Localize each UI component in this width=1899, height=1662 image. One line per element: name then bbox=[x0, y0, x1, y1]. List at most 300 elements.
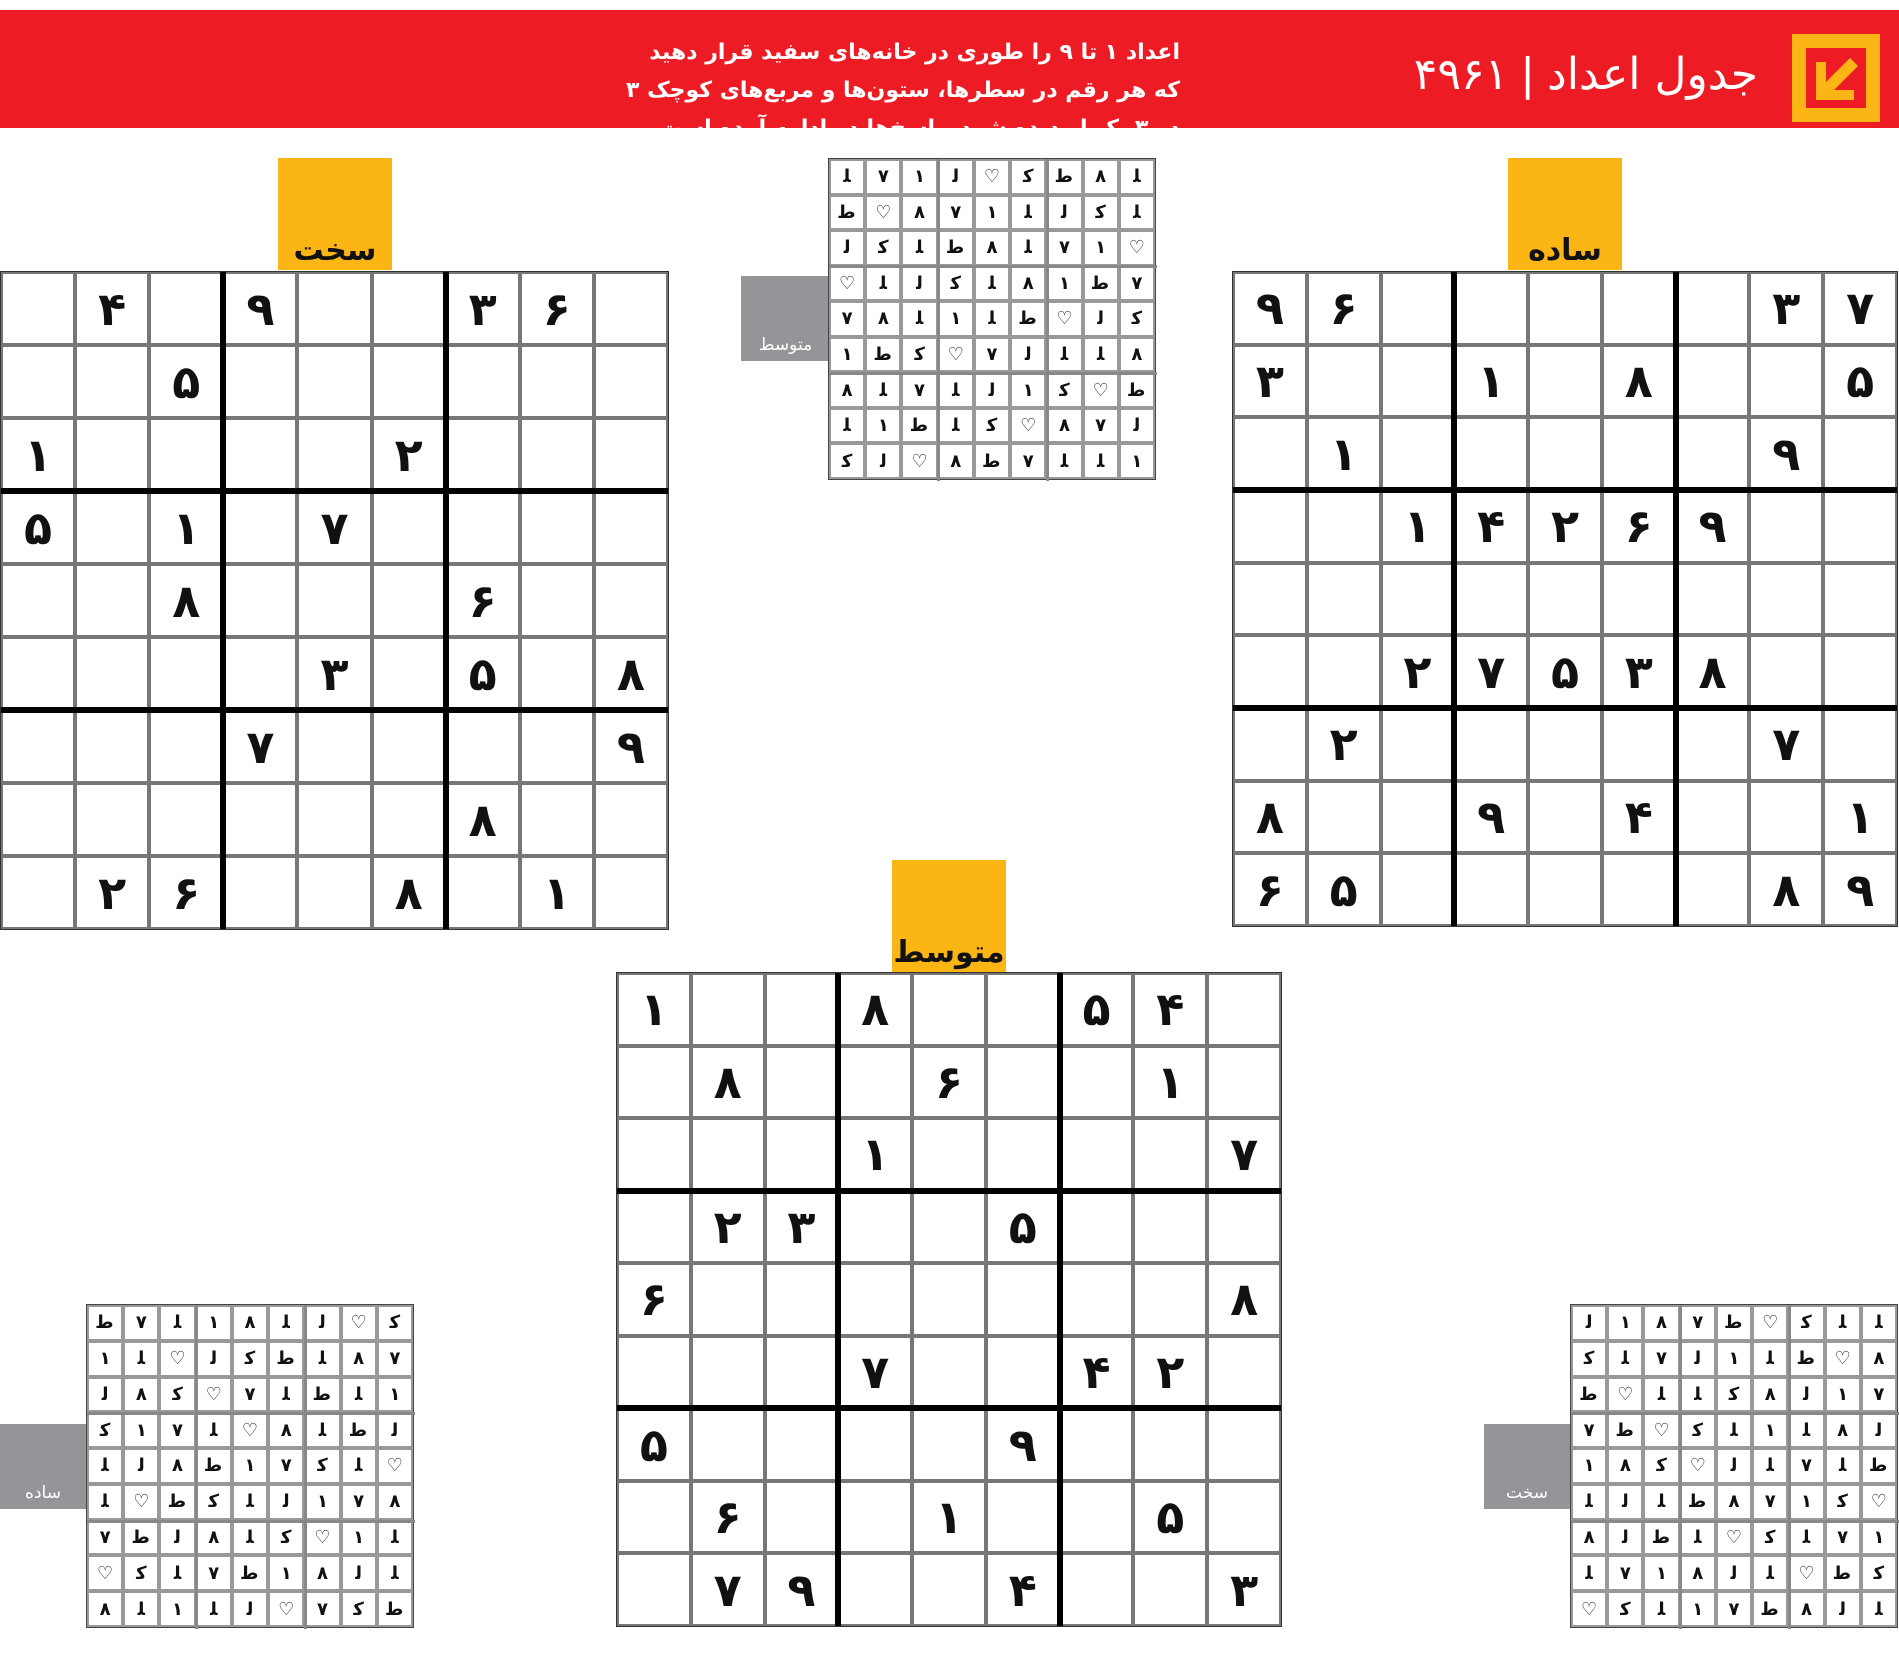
sudoku-cell-r9-c1: ۶ bbox=[1233, 853, 1307, 926]
sudoku-cell-r7-c9: ۹ bbox=[594, 710, 668, 783]
sudoku-cell-r2-c4: ۱ bbox=[1454, 345, 1528, 418]
solution-cell-r3-c6: ﻠ bbox=[1010, 230, 1046, 266]
sudoku-cell-r8-c7[interactable] bbox=[1060, 1481, 1134, 1554]
sudoku-cell-r1-c9[interactable] bbox=[594, 272, 668, 345]
sudoku-cell-r4-c8[interactable] bbox=[1133, 1191, 1207, 1264]
sudoku-cell-r5-c4[interactable] bbox=[1454, 563, 1528, 636]
sudoku-cell-r1-c7[interactable] bbox=[1676, 272, 1750, 345]
solution-cell-r4-c6: ۱ bbox=[1752, 1412, 1788, 1448]
solution-cell-r5-c5: ۱ bbox=[232, 1448, 268, 1484]
sudoku-cell-r9-c1[interactable] bbox=[617, 1553, 691, 1626]
sudoku-cell-r4-c2[interactable] bbox=[75, 491, 149, 564]
solution-cell-r7-c5: ﻠ bbox=[232, 1520, 268, 1556]
sudoku-cell-r3-c4: ۱ bbox=[838, 1118, 912, 1191]
sudoku-cell-r9-c3: ۹ bbox=[765, 1553, 839, 1626]
sudoku-cell-r7-c5[interactable] bbox=[1528, 708, 1602, 781]
sudoku-cell-r7-c8[interactable] bbox=[520, 710, 594, 783]
solution-cell-r5-c6: ۷ bbox=[268, 1448, 304, 1484]
sudoku-cell-r5-c5[interactable] bbox=[1528, 563, 1602, 636]
sudoku-cell-r9-c3[interactable] bbox=[1381, 853, 1455, 926]
sudoku-cell-r7-c4[interactable] bbox=[1454, 708, 1528, 781]
solution-cell-r5-c6: ﻃ bbox=[1010, 301, 1046, 337]
sudoku-cell-r9-c7[interactable] bbox=[1060, 1553, 1134, 1626]
sudoku-cell-r6-c8[interactable] bbox=[520, 637, 594, 710]
solution-cell-r1-c3: ۸ bbox=[1643, 1305, 1679, 1341]
sudoku-cell-r8-c3[interactable] bbox=[765, 1481, 839, 1554]
sudoku-cell-r8-c4: ۹ bbox=[1454, 781, 1528, 854]
sudoku-cell-r2-c1[interactable] bbox=[1, 345, 75, 418]
solution-box-divider-vertical bbox=[1046, 159, 1049, 481]
sudoku-cell-r5-c4[interactable] bbox=[838, 1263, 912, 1336]
sudoku-cell-r6-c9[interactable] bbox=[1823, 635, 1897, 708]
sudoku-cell-r5-c6[interactable] bbox=[986, 1263, 1060, 1336]
sudoku-cell-r9-c2: ۲ bbox=[75, 856, 149, 929]
solution-box-divider-vertical bbox=[304, 1305, 307, 1629]
sudoku-cell-r4-c8[interactable] bbox=[520, 491, 594, 564]
sudoku-cell-r7-c2[interactable] bbox=[75, 710, 149, 783]
sudoku-cell-r3-c8[interactable] bbox=[1133, 1118, 1207, 1191]
solution-cell-r4-c6: ۸ bbox=[268, 1412, 304, 1448]
sudoku-cell-r7-c7[interactable] bbox=[1060, 1408, 1134, 1481]
sudoku-cell-r2-c2[interactable] bbox=[1307, 345, 1381, 418]
sudoku-cell-r8-c4[interactable] bbox=[223, 783, 297, 856]
solution-cell-r8-c3: ۱ bbox=[1643, 1555, 1679, 1591]
sudoku-cell-r2-c3[interactable] bbox=[765, 1046, 839, 1119]
sudoku-cell-r2-c4[interactable] bbox=[838, 1046, 912, 1119]
sudoku-cell-r5-c6[interactable] bbox=[372, 564, 446, 637]
solution-cell-r9-c7: ۸ bbox=[1788, 1591, 1824, 1627]
solution-cell-r7-c8: ۷ bbox=[1825, 1520, 1861, 1556]
sudoku-cell-r3-c4[interactable] bbox=[1454, 417, 1528, 490]
sudoku-cell-r7-c6[interactable] bbox=[372, 710, 446, 783]
medium-label: متوسط bbox=[893, 935, 1005, 970]
solution-cell-r5-c2: ﻟ bbox=[123, 1448, 159, 1484]
solution-cell-r3-c7: ﻃ bbox=[304, 1377, 340, 1413]
sudoku-cell-r4-c6[interactable] bbox=[372, 491, 446, 564]
sudoku-cell-r4-c4[interactable] bbox=[838, 1191, 912, 1264]
solution-cell-r7-c1: ۸ bbox=[1571, 1520, 1607, 1556]
solution-cell-r6-c6: ﻟ bbox=[1010, 337, 1046, 373]
sudoku-hard-board bbox=[0, 271, 669, 930]
sudoku-cell-r2-c2[interactable] bbox=[75, 345, 149, 418]
sudoku-cell-r7-c8: ۷ bbox=[1749, 708, 1823, 781]
sudoku-cell-r7-c3[interactable] bbox=[765, 1408, 839, 1481]
solution-cell-r8-c8: ۷ bbox=[1083, 408, 1119, 444]
solution-cell-r8-c2: ۷ bbox=[1607, 1555, 1643, 1591]
sudoku-cell-r2-c6[interactable] bbox=[372, 345, 446, 418]
solution-box-divider-horizontal bbox=[87, 1520, 415, 1523]
sudoku-cell-r5-c7[interactable] bbox=[1676, 563, 1750, 636]
solution-cell-r9-c9: ۱ bbox=[1119, 443, 1155, 479]
sudoku-cell-r5-c7: ۶ bbox=[446, 564, 520, 637]
solution-cell-r2-c1: ﻛ bbox=[1571, 1341, 1607, 1377]
sudoku-cell-r4-c1[interactable] bbox=[1233, 490, 1307, 563]
sudoku-cell-r3-c9[interactable] bbox=[1823, 417, 1897, 490]
box-divider-horizontal bbox=[1233, 705, 1897, 711]
sudoku-cell-r9-c6: ۸ bbox=[372, 856, 446, 929]
solution-cell-r5-c9: ﻃ bbox=[1861, 1448, 1897, 1484]
solution-cell-r5-c2: ۸ bbox=[865, 301, 901, 337]
sudoku-cell-r3-c3[interactable] bbox=[1381, 417, 1455, 490]
box-divider-horizontal bbox=[617, 1188, 1281, 1194]
sudoku-cell-r4-c6: ۵ bbox=[986, 1191, 1060, 1264]
sudoku-cell-r7-c5[interactable] bbox=[297, 710, 371, 783]
sudoku-cell-r3-c2[interactable] bbox=[691, 1118, 765, 1191]
sudoku-cell-r8-c9[interactable] bbox=[594, 783, 668, 856]
solution-tab-hard bbox=[1484, 1424, 1570, 1509]
solution-cell-r6-c1: ﻠ bbox=[87, 1484, 123, 1520]
sudoku-cell-r9-c9[interactable] bbox=[594, 856, 668, 929]
sudoku-cell-r1-c5[interactable] bbox=[297, 272, 371, 345]
sudoku-cell-r6-c8: ۲ bbox=[1133, 1336, 1207, 1409]
sudoku-cell-r9-c6[interactable] bbox=[1602, 853, 1676, 926]
sudoku-cell-r6-c4[interactable] bbox=[223, 637, 297, 710]
solution-cell-r2-c2: ﻠ bbox=[1607, 1341, 1643, 1377]
sudoku-cell-r6-c2[interactable] bbox=[691, 1336, 765, 1409]
box-divider-vertical bbox=[1057, 973, 1063, 1626]
sudoku-cell-r9-c7[interactable] bbox=[1676, 853, 1750, 926]
sudoku-cell-r8-c4[interactable] bbox=[838, 1481, 912, 1554]
solution-cell-r9-c4: ۸ bbox=[938, 443, 974, 479]
sudoku-cell-r7-c4[interactable] bbox=[838, 1408, 912, 1481]
solution-cell-r6-c2: ﻟ bbox=[1607, 1484, 1643, 1520]
solution-cell-r2-c9: ۷ bbox=[377, 1341, 413, 1377]
sudoku-cell-r2-c8[interactable] bbox=[520, 345, 594, 418]
solution-cell-r6-c4: ﻛ bbox=[196, 1484, 232, 1520]
sudoku-cell-r7-c4: ۷ bbox=[223, 710, 297, 783]
sudoku-cell-r4-c8[interactable] bbox=[1749, 490, 1823, 563]
sudoku-cell-r2-c5[interactable] bbox=[297, 345, 371, 418]
solution-cell-r3-c5: ﻛ bbox=[1716, 1377, 1752, 1413]
sudoku-cell-r7-c6[interactable] bbox=[1602, 708, 1676, 781]
solution-cell-r3-c8: ﻠ bbox=[341, 1377, 377, 1413]
sudoku-cell-r7-c9[interactable] bbox=[1207, 1408, 1281, 1481]
solution-cell-r3-c3: ﻠ bbox=[901, 230, 937, 266]
solution-box-divider-horizontal bbox=[1571, 1520, 1899, 1523]
sudoku-cell-r9-c5[interactable] bbox=[297, 856, 371, 929]
sudoku-cell-r9-c4[interactable] bbox=[223, 856, 297, 929]
sudoku-cell-r6-c9[interactable] bbox=[1207, 1336, 1281, 1409]
sudoku-cell-r5-c2[interactable] bbox=[691, 1263, 765, 1336]
solution-cell-r2-c4: ﻟ bbox=[196, 1341, 232, 1377]
sudoku-cell-r9-c5[interactable] bbox=[1528, 853, 1602, 926]
box-divider-horizontal bbox=[617, 1405, 1281, 1411]
sudoku-cell-r8-c7[interactable] bbox=[1676, 781, 1750, 854]
easy-badge bbox=[1508, 158, 1622, 270]
sudoku-cell-r8-c5[interactable] bbox=[297, 783, 371, 856]
sudoku-cell-r4-c3: ۱ bbox=[149, 491, 223, 564]
sudoku-cell-r6-c7: ۸ bbox=[1676, 635, 1750, 708]
sudoku-cell-r4-c9[interactable] bbox=[1823, 490, 1897, 563]
sudoku-cell-r4-c7[interactable] bbox=[446, 491, 520, 564]
solution-cell-r1-c3: ۱ bbox=[901, 159, 937, 195]
sudoku-cell-r5-c8[interactable] bbox=[1749, 563, 1823, 636]
sudoku-cell-r3-c3[interactable] bbox=[765, 1118, 839, 1191]
sudoku-cell-r8-c2[interactable] bbox=[75, 783, 149, 856]
sudoku-cell-r3-c8[interactable] bbox=[520, 418, 594, 491]
sudoku-cell-r4-c2[interactable] bbox=[1307, 490, 1381, 563]
sudoku-cell-r5-c8[interactable] bbox=[1133, 1263, 1207, 1336]
sudoku-cell-r4-c9[interactable] bbox=[594, 491, 668, 564]
solution-cell-r7-c5: ﻟ bbox=[974, 372, 1010, 408]
solution-cell-r1-c3: ﻠ bbox=[159, 1305, 195, 1341]
solution-cell-r7-c3: ﻟ bbox=[159, 1520, 195, 1556]
sudoku-cell-r1-c4[interactable] bbox=[1454, 272, 1528, 345]
sudoku-cell-r6-c1[interactable] bbox=[1, 637, 75, 710]
sudoku-cell-r6-c3[interactable] bbox=[765, 1336, 839, 1409]
sudoku-cell-r7-c1[interactable] bbox=[1233, 708, 1307, 781]
sudoku-cell-r2-c4[interactable] bbox=[223, 345, 297, 418]
solution-cell-r1-c6: ﻠ bbox=[268, 1305, 304, 1341]
sudoku-cell-r9-c8[interactable] bbox=[1133, 1553, 1207, 1626]
sudoku-cell-r1-c3[interactable] bbox=[765, 973, 839, 1046]
sudoku-cell-r6-c5[interactable] bbox=[912, 1336, 986, 1409]
sudoku-cell-r6-c7: ۴ bbox=[1060, 1336, 1134, 1409]
solution-cell-r6-c3: ﻛ bbox=[901, 337, 937, 373]
easy-label: ساده bbox=[1528, 233, 1602, 268]
sudoku-cell-r3-c4[interactable] bbox=[223, 418, 297, 491]
solution-cell-r7-c6: ۱ bbox=[1010, 372, 1046, 408]
sudoku-cell-r5-c6[interactable] bbox=[1602, 563, 1676, 636]
sudoku-cell-r3-c7[interactable] bbox=[1060, 1118, 1134, 1191]
solution-cell-r2-c3: ۷ bbox=[1643, 1341, 1679, 1377]
solution-cell-r3-c3: ﻠ bbox=[1643, 1377, 1679, 1413]
sudoku-cell-r8-c6[interactable] bbox=[372, 783, 446, 856]
solution-cell-r4-c4: ﻛ bbox=[1680, 1412, 1716, 1448]
sudoku-cell-r3-c9[interactable] bbox=[594, 418, 668, 491]
sudoku-cell-r9-c5[interactable] bbox=[912, 1553, 986, 1626]
solution-cell-r7-c3: ۷ bbox=[901, 372, 937, 408]
solution-cell-r1-c7: ﻃ bbox=[1046, 159, 1082, 195]
solution-cell-r7-c4: ﻠ bbox=[938, 372, 974, 408]
sudoku-cell-r3-c7[interactable] bbox=[446, 418, 520, 491]
solution-cell-r3-c4: ﻃ bbox=[938, 230, 974, 266]
sudoku-cell-r8-c6[interactable] bbox=[986, 1481, 1060, 1554]
sudoku-cell-r8-c2[interactable] bbox=[1307, 781, 1381, 854]
sudoku-cell-r5-c2[interactable] bbox=[1307, 563, 1381, 636]
sudoku-cell-r3-c7[interactable] bbox=[1676, 417, 1750, 490]
sudoku-cell-r5-c1[interactable] bbox=[1, 564, 75, 637]
sudoku-cell-r6-c3: ۲ bbox=[1381, 635, 1455, 708]
sudoku-cell-r9-c1[interactable] bbox=[1, 856, 75, 929]
sudoku-cell-r3-c3[interactable] bbox=[149, 418, 223, 491]
sudoku-cell-r4-c9[interactable] bbox=[1207, 1191, 1281, 1264]
sudoku-cell-r9-c4[interactable] bbox=[838, 1553, 912, 1626]
solution-box-divider-horizontal bbox=[1571, 1412, 1899, 1415]
sudoku-cell-r2-c7[interactable] bbox=[1060, 1046, 1134, 1119]
solution-tab-medium bbox=[741, 276, 830, 361]
sudoku-cell-r1-c2[interactable] bbox=[691, 973, 765, 1046]
sudoku-cell-r5-c7[interactable] bbox=[1060, 1263, 1134, 1336]
solution-cell-r1-c2: ۱ bbox=[1607, 1305, 1643, 1341]
sudoku-cell-r1-c5[interactable] bbox=[912, 973, 986, 1046]
sudoku-cell-r3-c1[interactable] bbox=[617, 1118, 691, 1191]
solution-cell-r3-c9: ۷ bbox=[1861, 1377, 1897, 1413]
sudoku-cell-r7-c7[interactable] bbox=[1676, 708, 1750, 781]
sudoku-cell-r2-c3[interactable] bbox=[1381, 345, 1455, 418]
solution-cell-r5-c3: ۸ bbox=[159, 1448, 195, 1484]
solution-cell-r2-c2: ♡ bbox=[865, 195, 901, 231]
sudoku-cell-r1-c1[interactable] bbox=[1, 272, 75, 345]
sudoku-cell-r8-c5[interactable] bbox=[1528, 781, 1602, 854]
solution-cell-r4-c9: ﻟ bbox=[1861, 1412, 1897, 1448]
sudoku-cell-r4-c7[interactable] bbox=[1060, 1191, 1134, 1264]
solution-cell-r8-c4: ۷ bbox=[196, 1555, 232, 1591]
sudoku-cell-r3-c5[interactable] bbox=[297, 418, 371, 491]
sudoku-cell-r6-c3[interactable] bbox=[149, 637, 223, 710]
solution-cell-r9-c3: ۱ bbox=[159, 1591, 195, 1627]
sudoku-cell-r9-c9: ۹ bbox=[1823, 853, 1897, 926]
solution-cell-r3-c1: ﻟ bbox=[87, 1377, 123, 1413]
box-divider-vertical bbox=[1451, 272, 1457, 926]
sudoku-cell-r1-c6[interactable] bbox=[986, 973, 1060, 1046]
sudoku-cell-r8-c3[interactable] bbox=[149, 783, 223, 856]
sudoku-cell-r1-c3[interactable] bbox=[1381, 272, 1455, 345]
solution-medium-grid bbox=[828, 158, 1156, 480]
solution-cell-r8-c9: ﻠ bbox=[377, 1555, 413, 1591]
solution-cell-r1-c6: ♡ bbox=[1752, 1305, 1788, 1341]
sudoku-cell-r8-c1[interactable] bbox=[617, 1481, 691, 1554]
solution-cell-r7-c6: ﻛ bbox=[268, 1520, 304, 1556]
box-divider-horizontal bbox=[1, 488, 668, 494]
sudoku-cell-r5-c8[interactable] bbox=[520, 564, 594, 637]
solution-cell-r2-c3: ۸ bbox=[901, 195, 937, 231]
sudoku-cell-r4-c4: ۴ bbox=[1454, 490, 1528, 563]
solution-cell-r5-c4: ♡ bbox=[1680, 1448, 1716, 1484]
sudoku-cell-r7-c5[interactable] bbox=[912, 1408, 986, 1481]
solution-cell-r5-c5: ﻟ bbox=[1716, 1448, 1752, 1484]
sudoku-cell-r8-c1[interactable] bbox=[1, 783, 75, 856]
solution-cell-r2-c8: ۸ bbox=[341, 1341, 377, 1377]
solution-cell-r7-c7: ﻠ bbox=[1788, 1520, 1824, 1556]
solution-cell-r8-c6: ♡ bbox=[1010, 408, 1046, 444]
solution-cell-r3-c6: ﻠ bbox=[268, 1377, 304, 1413]
sudoku-cell-r3-c1[interactable] bbox=[1233, 417, 1307, 490]
sudoku-cell-r1-c3[interactable] bbox=[149, 272, 223, 345]
solution-cell-r2-c5: ۱ bbox=[1716, 1341, 1752, 1377]
sudoku-cell-r7-c8[interactable] bbox=[1133, 1408, 1207, 1481]
title-main: جدول اعداد bbox=[1547, 49, 1758, 100]
sudoku-cell-r4-c1[interactable] bbox=[617, 1191, 691, 1264]
sudoku-cell-r1-c7: ۳ bbox=[446, 272, 520, 345]
sudoku-cell-r2-c9[interactable] bbox=[594, 345, 668, 418]
sudoku-cell-r1-c5[interactable] bbox=[1528, 272, 1602, 345]
sudoku-cell-r1-c6[interactable] bbox=[1602, 272, 1676, 345]
sudoku-cell-r5-c3[interactable] bbox=[1381, 563, 1455, 636]
sudoku-cell-r7-c2[interactable] bbox=[691, 1408, 765, 1481]
sudoku-cell-r5-c3[interactable] bbox=[765, 1263, 839, 1336]
sudoku-cell-r8-c3[interactable] bbox=[1381, 781, 1455, 854]
sudoku-cell-r2-c9: ۵ bbox=[1823, 345, 1897, 418]
sudoku-cell-r6-c2[interactable] bbox=[75, 637, 149, 710]
sudoku-cell-r2-c1[interactable] bbox=[617, 1046, 691, 1119]
solution-cell-r9-c2: ﻠ bbox=[123, 1591, 159, 1627]
sudoku-cell-r9-c7[interactable] bbox=[446, 856, 520, 929]
sudoku-cell-r6-c6[interactable] bbox=[372, 637, 446, 710]
solution-cell-r4-c4: ﻠ bbox=[196, 1412, 232, 1448]
solution-cell-r1-c1: ﻟ bbox=[1571, 1305, 1607, 1341]
sudoku-cell-r5-c9[interactable] bbox=[594, 564, 668, 637]
solution-box-divider-vertical bbox=[1679, 1305, 1682, 1629]
sudoku-cell-r2-c7[interactable] bbox=[446, 345, 520, 418]
solution-cell-r8-c6: ۱ bbox=[268, 1555, 304, 1591]
sudoku-cell-r7-c1[interactable] bbox=[1, 710, 75, 783]
sudoku-cell-r3-c5[interactable] bbox=[1528, 417, 1602, 490]
solution-cell-r2-c2: ﻠ bbox=[123, 1341, 159, 1377]
sudoku-cell-r6-c1[interactable] bbox=[1233, 635, 1307, 708]
solution-cell-r2-c6: ﻠ bbox=[1010, 195, 1046, 231]
sudoku-cell-r6-c7: ۵ bbox=[446, 637, 520, 710]
sudoku-cell-r6-c1[interactable] bbox=[617, 1336, 691, 1409]
sudoku-cell-r8-c8[interactable] bbox=[1749, 781, 1823, 854]
sudoku-cell-r1-c9[interactable] bbox=[1207, 973, 1281, 1046]
solution-cell-r1-c4: ﻟ bbox=[938, 159, 974, 195]
sudoku-cell-r7-c1: ۵ bbox=[617, 1408, 691, 1481]
sudoku-cell-r4-c4[interactable] bbox=[223, 491, 297, 564]
sudoku-cell-r5-c9[interactable] bbox=[1823, 563, 1897, 636]
sudoku-cell-r7-c7[interactable] bbox=[446, 710, 520, 783]
solution-cell-r3-c6: ۸ bbox=[1752, 1377, 1788, 1413]
solution-cell-r3-c2: ♡ bbox=[1607, 1377, 1643, 1413]
sudoku-cell-r5-c5[interactable] bbox=[912, 1263, 986, 1336]
sudoku-cell-r6-c6[interactable] bbox=[986, 1336, 1060, 1409]
sudoku-cell-r3-c5[interactable] bbox=[912, 1118, 986, 1191]
sudoku-cell-r2-c8[interactable] bbox=[1749, 345, 1823, 418]
sudoku-cell-r8-c8[interactable] bbox=[520, 783, 594, 856]
sudoku-cell-r8-c7: ۸ bbox=[446, 783, 520, 856]
solution-cell-r4-c7: ۱ bbox=[1046, 266, 1082, 302]
sudoku-cell-r4-c5[interactable] bbox=[912, 1191, 986, 1264]
sudoku-cell-r5-c4[interactable] bbox=[223, 564, 297, 637]
solution-cell-r6-c7: ۱ bbox=[1788, 1484, 1824, 1520]
sudoku-cell-r6-c2[interactable] bbox=[1307, 635, 1381, 708]
sudoku-cell-r6-c8[interactable] bbox=[1749, 635, 1823, 708]
sudoku-cell-r2-c1: ۳ bbox=[1233, 345, 1307, 418]
sudoku-cell-r8-c8: ۵ bbox=[1133, 1481, 1207, 1554]
sudoku-cell-r9-c3: ۶ bbox=[149, 856, 223, 929]
solution-cell-r5-c2: ۸ bbox=[1607, 1448, 1643, 1484]
solution-cell-r5-c8: ﻠ bbox=[341, 1448, 377, 1484]
sudoku-cell-r5-c2[interactable] bbox=[75, 564, 149, 637]
solution-cell-r4-c2: ﻠ bbox=[865, 266, 901, 302]
sudoku-cell-r2-c7[interactable] bbox=[1676, 345, 1750, 418]
sudoku-cell-r2-c9[interactable] bbox=[1207, 1046, 1281, 1119]
sudoku-cell-r8-c9[interactable] bbox=[1207, 1481, 1281, 1554]
sudoku-cell-r3-c6[interactable] bbox=[1602, 417, 1676, 490]
sudoku-cell-r7-c9[interactable] bbox=[1823, 708, 1897, 781]
solution-cell-r6-c4: ﻃ bbox=[1680, 1484, 1716, 1520]
solution-cell-r5-c8: ﻟ bbox=[1083, 301, 1119, 337]
sudoku-cell-r7-c3[interactable] bbox=[1381, 708, 1455, 781]
sudoku-cell-r7-c3[interactable] bbox=[149, 710, 223, 783]
box-divider-vertical bbox=[835, 973, 841, 1626]
sudoku-cell-r2-c5[interactable] bbox=[1528, 345, 1602, 418]
sudoku-cell-r3-c6[interactable] bbox=[986, 1118, 1060, 1191]
sudoku-cell-r9-c4[interactable] bbox=[1454, 853, 1528, 926]
solution-cell-r5-c4: ﻃ bbox=[196, 1448, 232, 1484]
hard-badge bbox=[278, 158, 392, 270]
sudoku-cell-r2-c6[interactable] bbox=[986, 1046, 1060, 1119]
solution-cell-r5-c7: ﻛ bbox=[304, 1448, 340, 1484]
sudoku-cell-r1-c6[interactable] bbox=[372, 272, 446, 345]
solution-cell-r2-c4: ﻟ bbox=[1680, 1341, 1716, 1377]
solution-cell-r8-c1: ﻠ bbox=[829, 408, 865, 444]
solution-cell-r4-c1: ♡ bbox=[829, 266, 865, 302]
solution-cell-r8-c2: ﻛ bbox=[123, 1555, 159, 1591]
sudoku-cell-r5-c5[interactable] bbox=[297, 564, 371, 637]
sudoku-cell-r3-c2[interactable] bbox=[75, 418, 149, 491]
sudoku-cell-r5-c1[interactable] bbox=[1233, 563, 1307, 636]
